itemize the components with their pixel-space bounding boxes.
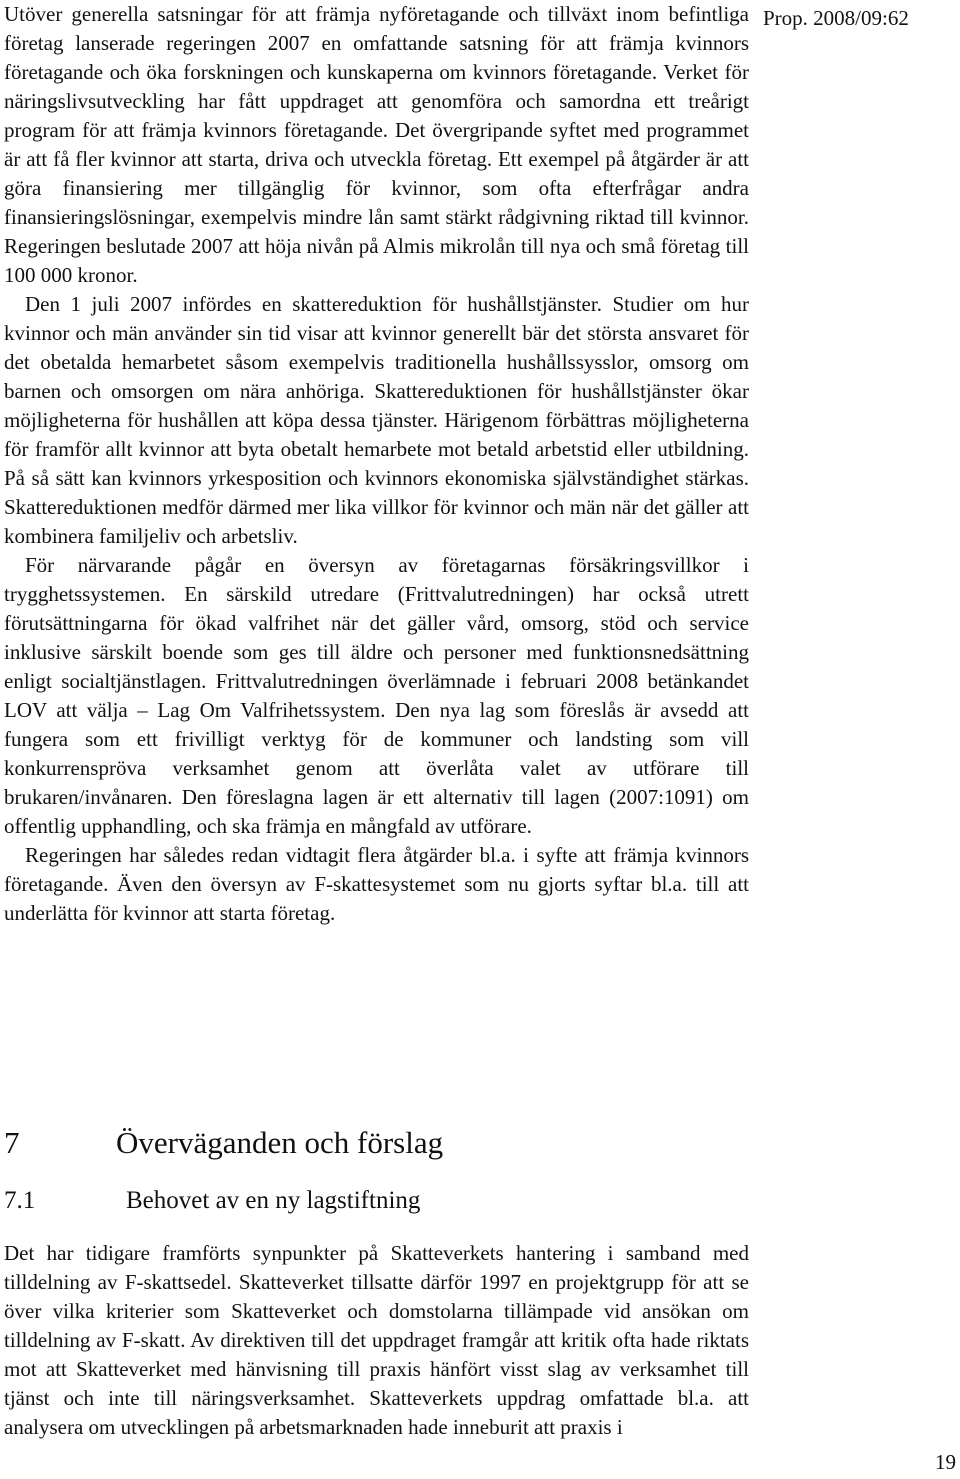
- section-number: 7: [4, 1125, 20, 1160]
- paragraph-4: Regeringen har således redan vidtagit flera åtgärder bl.a. i syfte att främja kvinnors företagande. Även den översyn av F-skattesystemet som nu gjorts syftar bl.a. till att underlätta för kvinnor att starta företag.: [4, 843, 749, 925]
- subsection-paragraph: Det har tidigare framförts synpunkter på Skatteverkets hantering i samband med tilldelning av F-skattsedel. Skatteverket tillsatte därför 1997 en projektgrupp för att se över vilka kriterier som Skatteverket och domstolarna tillämpade vid ansökan om tilldelning av F-skatt. Av direktiven till det uppdraget framgår att kritik ofta hade riktats mot att Skatteverket med hänvisning till praxis hänfört visst slag av verksamhet till tjänst och inte till näringsverksamhet. Skatteverkets uppdrag omfattade bl.a. att analysera om utvecklingen på arbetsmarknaden hade inneburit att praxis i: [4, 1241, 749, 1439]
- subsection-number: 7.1: [4, 1187, 36, 1214]
- section-title: Överväganden och förslag: [116, 1125, 444, 1160]
- paragraph-1: Utöver generella satsningar för att främja nyföretagande och tillväxt inom befintliga företag lanserade regeringen 2007 en omfattande satsning för att främja kvinnors företagande och öka forskningen och kunskaperna om kvinnors företagande. Verket för näringslivsutveckling har fått uppdraget att genomföra och samordna ett treårigt program för att främja kvinnors företagande. Det övergripande syftet med programmet är att få fler kvinnor att starta, driva och utveckla företag. Ett exempel på åtgärder är att göra finansiering mer tillgänglig för kvinnor, som ofta efterfrågar andra finansieringslösningar, exempelvis mindre lån samt stärkt rådgivning riktad till kvinnor. Regeringen beslutade 2007 att höja nivån på Almis mikrolån till nya och små företag till 100 000 kronor.: [4, 2, 749, 287]
- paragraph-2: Den 1 juli 2007 infördes en skattereduktion för hushållstjänster. Studier om hur kvinnor och män använder sin tid visar att kvinnor generellt bär det största ansvaret för det obetalda hemarbetet såsom exempelvis traditionella hushållssysslor, omsorg om barnen och omsorgen om nära anhöriga. Skattereduktionen för hushållstjänster ökar möjligheterna för hushållen att köpa dessa tjänster. Härigenom förbättras möjligheterna för framför allt kvinnor att byta obetalt hemarbete mot betald arbetstid eller utbildning. På så sätt kan kvinnors yrkesposition och kvinnors ekonomiska självständighet stärkas. Skattereduktionen medför därmed mer lika villkor för kvinnor och män när det gäller att kombinera familjeliv och arbetsliv.: [4, 292, 749, 548]
- section-heading: [4, 1125, 749, 1161]
- proposition-reference: Prop. 2008/09:62: [763, 6, 909, 30]
- subsection-heading: [4, 1186, 749, 1216]
- page-number: 19: [935, 1450, 956, 1474]
- paragraph-3: För närvarande pågår en översyn av företagarnas försäkringsvillkor i trygghetssystemen. En särskild utredare (Frittvalutredningen) har också utrett förutsättningarna för ökad valfrihet när det gäller vård, omsorg, stöd och service inklusive särskilt boende som ges till äldre och personer med funktionsnedsättning enligt socialtjänstlagen. Frittvalutredningen överlämnade i februari 2008 betänkandet LOV att välja – Lag Om Valfrihetssystem. Den nya lag som föreslås är avsedd att fungera som ett frivilligt verktyg för de kommuner och landsting som vill konkurrenspröva verksamhet genom att överlåta valet av utförare till brukaren/invånaren. Den föreslagna lagen är ett alternativ till lagen (2007:1091) om offentlig upphandling, och ska främja en mångfald av utförare.: [4, 553, 749, 838]
- subsection-title: Behovet av en ny lagstiftning: [126, 1187, 421, 1214]
- body-text: [4, 0, 749, 928]
- subsection-body: [4, 1239, 749, 1442]
